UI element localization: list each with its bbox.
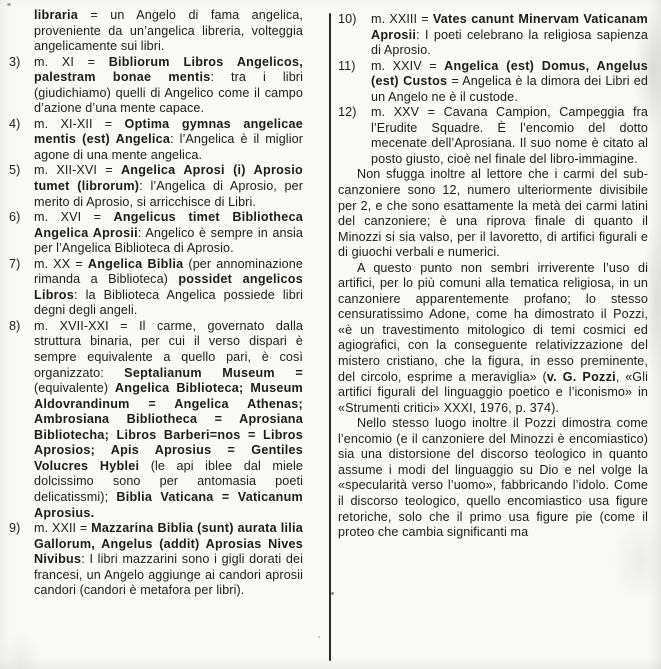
item-text	[371, 105, 648, 167]
item-number: 3)	[9, 54, 21, 69]
bold-latin-phrase: Angelica Biblioteca; Museum Aldovrandinum = Angelica Athenas; Ambrosiana Bibliotheca = Aprosiana Bibliotecha; Libros Barberi=nos = Libros Aprosios; Apis Aprosius = Gentiles Volucres Hyblei	[34, 381, 303, 473]
bold-latin-phrase: Optima gymnas angelicae mentis (est) Angelica	[34, 116, 303, 147]
numbered-list-item	[9, 55, 303, 117]
numbered-list-item	[9, 210, 303, 257]
text-run: : tra i libri (giudichiamo) quelli di Angelico come il campo d’azione d’una mente capace.	[34, 70, 303, 116]
text-run: = Angelica è la dimora dei Libri ed un Angelo ne è il custode.	[371, 74, 648, 104]
bold-latin-phrase: Angelicus timet Bibliotheca Angelica Aprosii	[34, 210, 303, 240]
text-run: : l’Angelica è il miglior agone di una mente angelica.	[34, 132, 303, 162]
text-run: m. XXII =	[34, 521, 92, 536]
bold-latin-phrase: possidet angelicos Libros	[34, 272, 303, 302]
text-run: m. XXIII =	[371, 12, 433, 26]
numbered-list-item	[338, 59, 648, 106]
text-run: Non sfugga inoltre al lettore che i carmi del sub-canzoniere sono 12, numero ulteriormente divisibile per 2, e che sono esattamente la metà dei carmi latini del canzoniere; è una riprova finale di quanto il Minozzi si sia valso, per il lavoretto, di artifici figurali e di giuochi verbali e numerici.	[338, 167, 648, 260]
numbered-list-item	[338, 12, 648, 59]
body-paragraph	[338, 167, 648, 260]
text-run: : I poeti celebrano la religiosa sapienza di Aprosio.	[371, 27, 648, 58]
text-run: , «Gli artifici figurali del linguaggio poetico e l’iconismo» in «Strumenti critici» XXXI, 1976, p. 374).	[338, 369, 648, 415]
column-divider-rule	[329, 13, 331, 661]
right-column	[338, 12, 648, 541]
item-text	[34, 163, 303, 210]
item-text	[34, 257, 303, 319]
item-number: 9)	[9, 521, 21, 536]
bold-latin-phrase: Biblia Vaticana = Vaticanum Aprosius.	[34, 489, 303, 520]
numbered-list-item	[9, 8, 303, 55]
numbered-list-item	[9, 163, 303, 210]
body-paragraph	[338, 261, 648, 416]
text-run: m. XII-XVI =	[34, 163, 121, 178]
numbered-list-item	[9, 521, 303, 599]
item-number: 4)	[9, 116, 21, 131]
scan-speck	[318, 636, 320, 638]
bold-latin-phrase: Angelica Biblia	[87, 256, 184, 271]
text-run: m. XVII-XXI = Il carme, governato dalla struttura binaria, per cui il verso dispari è sempre equivalente a quello pari, è così organizzato:	[34, 318, 303, 380]
text-run: : l’Angelica di Aprosio, per merito di Aprosio, si arricchisce di Libri.	[34, 179, 303, 209]
bold-latin-phrase: Angelica Aprosi (i) Aprosio tumet (librorum)	[34, 163, 303, 194]
text-run: (le api iblee dal miele dolcissimo sono per antomasia poeti delicatissmi);	[34, 458, 303, 504]
text-run: m. XVI =	[34, 210, 114, 225]
bold-latin-phrase: Bibliorum Libros Angelicos, palestram bonae mentis	[34, 54, 303, 85]
scan-speck	[331, 592, 334, 595]
text-run: = un Angelo di fama angelica, proveniente da un’angelica libreria, volteggia angelicamente sui libri.	[34, 8, 303, 54]
text-run: Nello stesso luogo inoltre il Pozzi dimostra come l’encomio (e il canzoniere del Minozzi è encomiastico) sia una distorsione del discorso teologico in quanto assume i modi del linguaggio su Dio e nel volge la «specularità verso l’uomo», fabbricando l’idolo. Come il discorso teologico, quello encomiastico usa figure retoriche, solo che il primo usa figure pie (come il proteo che cambia significanti ma	[338, 416, 648, 540]
item-text	[34, 521, 303, 599]
text-run: : I libri mazzarini sono i gigli dorati dei francesi, un Angelo aggiunge ai candori aprosii candori (candori è metafora per libri).	[34, 552, 303, 598]
body-paragraph	[338, 416, 648, 540]
item-number: 7)	[9, 256, 21, 271]
text-run: m. XI-XII =	[34, 116, 125, 131]
item-text	[34, 210, 303, 257]
item-number: 12)	[338, 105, 357, 120]
left-column	[9, 8, 303, 599]
numbered-list-item	[338, 105, 648, 167]
item-text	[371, 59, 648, 106]
numbered-list-item	[9, 319, 303, 521]
item-text	[371, 12, 648, 59]
item-number: 5)	[9, 163, 21, 178]
text-run: m. XXIV =	[371, 58, 445, 73]
item-number: 11)	[338, 58, 356, 73]
bold-latin-phrase: Angelica (est) Domus, Angelus (est) Custos	[371, 58, 648, 89]
text-run: m. XI =	[34, 54, 109, 69]
item-number: 10)	[338, 12, 357, 26]
text-run: : Angelico è sempre in ansia per l’Angelica Biblioteca di Aprosio.	[34, 225, 303, 256]
text-run: A questo punto non sembri irriverente l’uso di artifici, per lo più comuni alla tematica religiosa, in un canzoniere apparentemente profano; lo stesso censuratissimo Adone, come ha dimostrato il Pozzi, «è un travestimento mitologico di temi cosmici ed agiografici, con la conseguente relativizzazione del mistero cristiano, che la figura, in esso preminente, del circolo, esprime a meraviglia» (	[338, 260, 648, 384]
scan-speck	[7, 3, 11, 6]
numbered-list-item	[9, 257, 303, 319]
text-run: m. XX =	[34, 256, 88, 271]
item-text	[34, 55, 303, 117]
bold-latin-phrase: Vates canunt Minervam Vaticanam Aprosii	[371, 12, 648, 42]
item-number: 8)	[9, 318, 21, 333]
numbered-list-item	[9, 117, 303, 164]
bold-latin-phrase: v. G. Pozzi	[546, 369, 616, 384]
item-text	[34, 117, 303, 164]
text-run: (per annominazione rimanda a Biblioteca)	[34, 256, 303, 287]
item-text	[34, 319, 303, 521]
item-text	[34, 8, 303, 55]
text-run: : la Biblioteca Angelica possiede libri degni degli angeli.	[34, 287, 303, 318]
bold-latin-phrase: Septalianum Museum =	[124, 365, 303, 380]
text-run: m. XXV = Cavana Campion, Campeggia fra l’Erudite Squadre. È l’encomio del dotto mecenate dell’Aprosiana. Il suo nome è citato al posto giusto, cioè nel finale del libro-immagine.	[371, 105, 648, 166]
bold-latin-phrase: Mazzarina Biblia (sunt) aurata lilia Gallorum, Angelus (addit) Aprosias Nives Nivibus	[34, 521, 304, 567]
item-number: 6)	[9, 210, 21, 225]
item-number	[9, 8, 34, 55]
text-run: (equivalente)	[34, 381, 115, 396]
bold-latin-phrase: libraria	[34, 8, 78, 22]
